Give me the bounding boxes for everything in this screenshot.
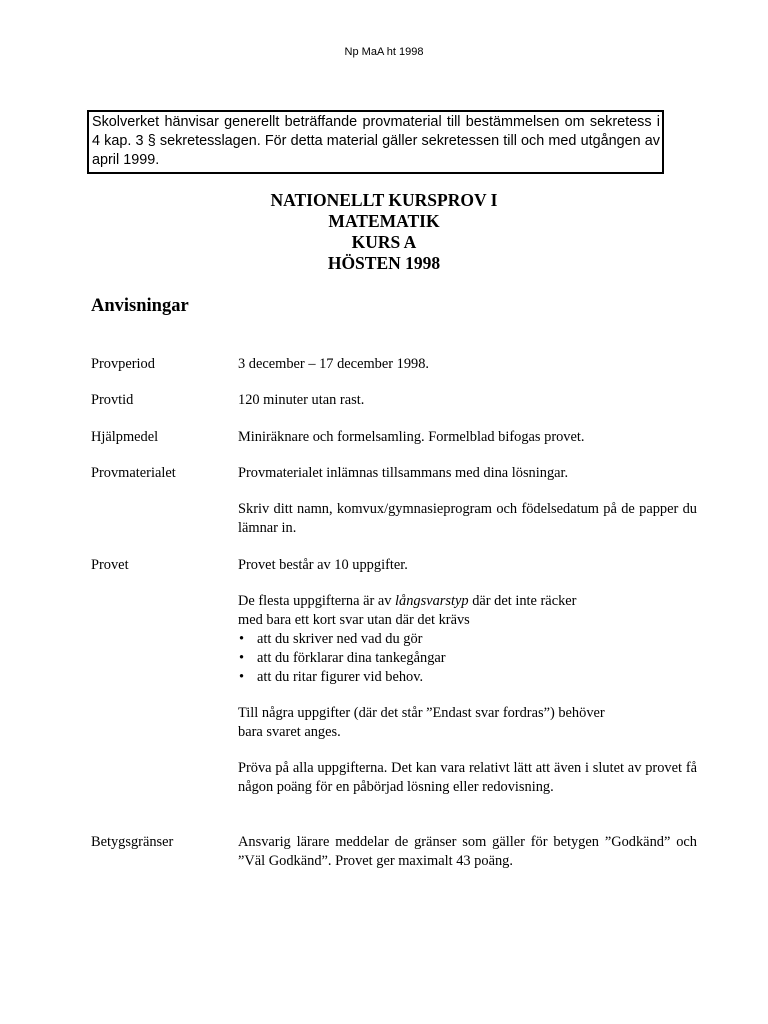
title-line-1: NATIONELLT KURSPROV I bbox=[270, 190, 498, 210]
title-line-2: MATEMATIK bbox=[328, 211, 440, 231]
row-text: Provmaterialet inlämnas tillsammans med dina lösningar. bbox=[238, 465, 569, 481]
row-label: Provet bbox=[91, 557, 129, 573]
row-text: Ansvarig lärare meddelar de gränser som gäller för betygen ”Godkänd” och ”Väl Godkänd”. Provet ger maximalt 43 poäng. bbox=[238, 834, 697, 869]
row-label: Betygsgränser bbox=[91, 834, 174, 850]
list-item: • att du ritar figurer vid behov. bbox=[239, 669, 424, 685]
row-text: De flesta uppgifterna är av långsvarstyp där det inte räcker bbox=[238, 593, 577, 609]
row-label: Provtid bbox=[91, 392, 134, 408]
row-label: Provperiod bbox=[91, 356, 155, 372]
row-text: Skriv ditt namn, komvux/gymnasieprogram och födelsedatum på de papper du lämnar in. bbox=[238, 501, 697, 536]
row-text: Provet består av 10 uppgifter. bbox=[238, 557, 408, 573]
row-text: Miniräknare och formelsamling. Formelblad bifogas provet. bbox=[238, 429, 585, 445]
bullet-list bbox=[238, 630, 697, 687]
row-label: Hjälpmedel bbox=[91, 429, 159, 445]
confidentiality-notice: Skolverket hänvisar generellt beträffande provmaterial till bestämmelsen om sekretess i 4 kap. 3 § sekretesslagen. För detta material gäller sekretessen till och med utgången av april 1999. bbox=[87, 110, 664, 174]
title-line-4: HÖSTEN 1998 bbox=[327, 253, 441, 273]
row-text: 3 december – 17 december 1998. bbox=[238, 356, 429, 372]
list-item: • att du skriver ned vad du gör bbox=[239, 631, 423, 647]
row-text: med bara ett kort svar utan där det krävs bbox=[238, 612, 470, 628]
row-text: 120 minuter utan rast. bbox=[238, 392, 365, 408]
row-text: Till några uppgifter (där det står ”Endast svar fordras”) behöver bbox=[238, 705, 605, 721]
page-header: Np MaA ht 1998 bbox=[344, 46, 424, 58]
row-text: Pröva på alla uppgifterna. Det kan vara relativt lätt att även i slutet av provet få någon poäng för en påbörjad lösning eller redovisning. bbox=[238, 760, 697, 795]
section-heading: Anvisningar bbox=[91, 296, 189, 316]
exam-title bbox=[0, 190, 768, 274]
title-line-3: KURS A bbox=[351, 232, 417, 252]
list-item: • att du förklarar dina tankegångar bbox=[239, 650, 446, 666]
row-text: bara svaret anges. bbox=[238, 724, 341, 740]
emphasis-term: långsvarstyp bbox=[395, 593, 469, 609]
row-label: Provmaterialet bbox=[91, 465, 176, 481]
